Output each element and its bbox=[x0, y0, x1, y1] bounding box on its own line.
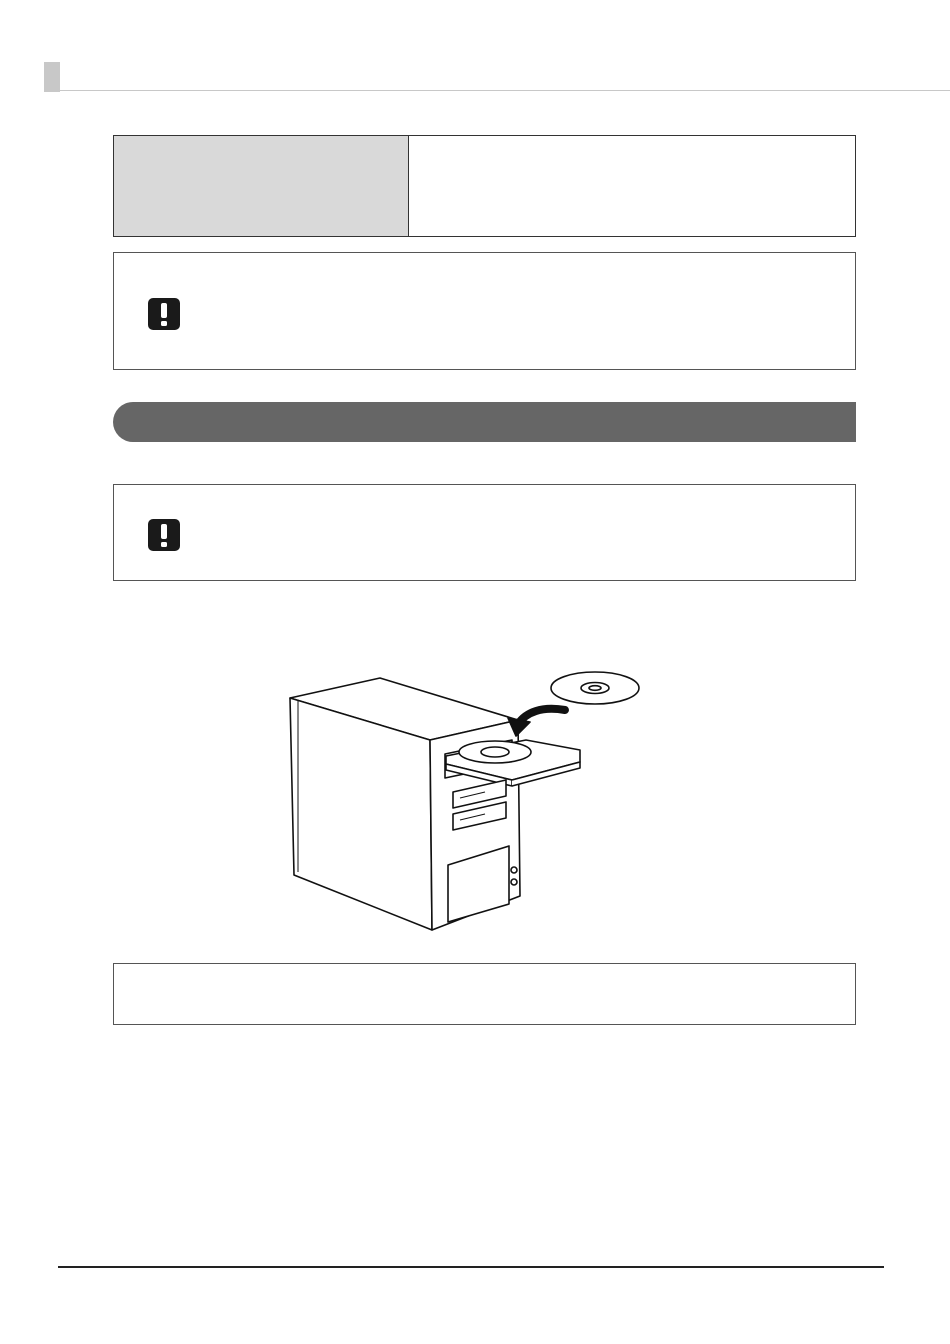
section-heading bbox=[113, 402, 856, 442]
spec-table-value bbox=[409, 136, 855, 236]
important-notice-box-2 bbox=[113, 484, 856, 581]
spec-table bbox=[113, 135, 856, 237]
computer-cd-tray-illustration bbox=[280, 660, 660, 940]
important-notice-box-1 bbox=[113, 252, 856, 370]
important-icon bbox=[147, 297, 181, 331]
important-icon bbox=[147, 518, 181, 552]
spec-table-label bbox=[114, 136, 409, 236]
footer-rule bbox=[58, 1266, 884, 1268]
note-box bbox=[113, 963, 856, 1025]
header-rule bbox=[60, 90, 950, 91]
header-marker bbox=[44, 62, 60, 92]
